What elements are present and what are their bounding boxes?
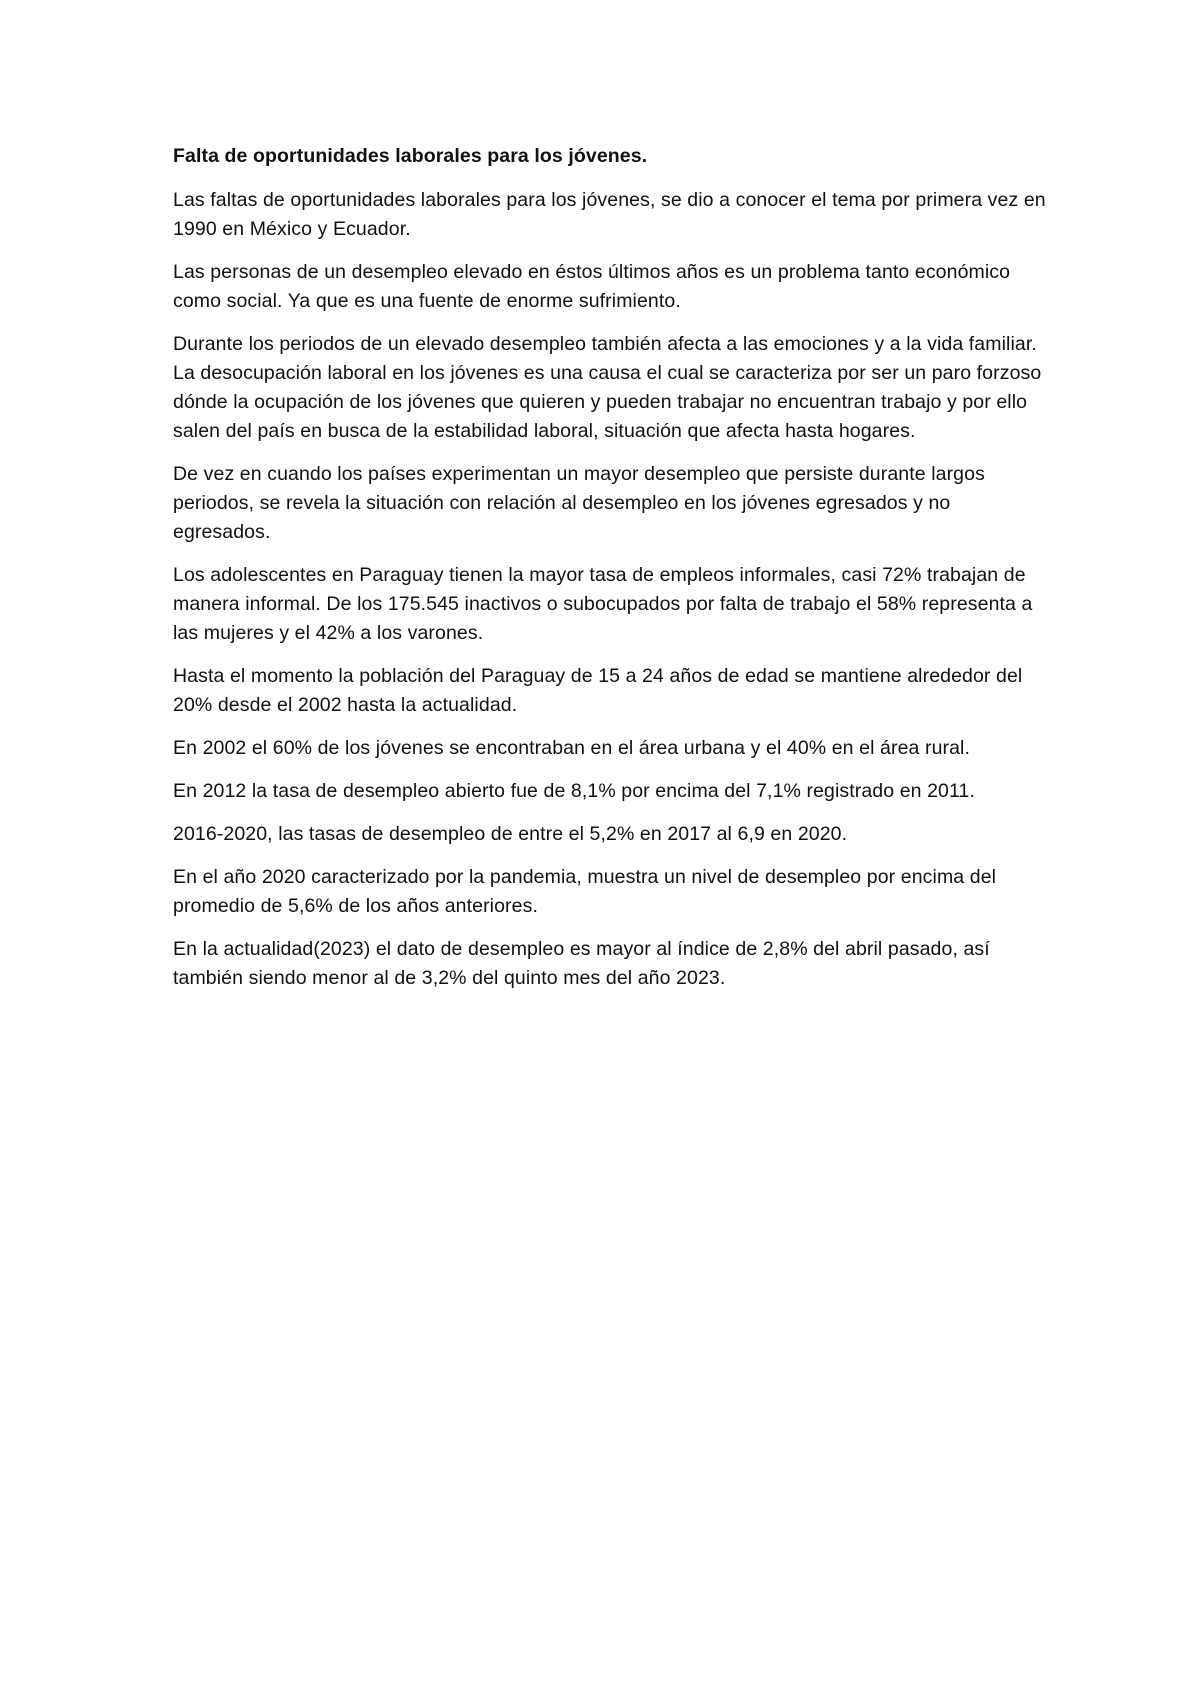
paragraph: Los adolescentes en Paraguay tienen la mayor tasa de empleos informales, casi 72% trabajan de manera informal. De los 175.545 inactivos o subocupados por falta de trabajo el 58% representa a las mujeres y el 42% a los varones. <box>173 564 1033 644</box>
paragraph: Las faltas de oportunidades laborales para los jóvenes, se dio a conocer el tema por primera vez en 1990 en México y Ecuador. <box>173 189 1046 240</box>
paragraph: Las personas de un desempleo elevado en éstos últimos años es un problema tanto económico como social. Ya que es una fuente de enorme sufrimiento. <box>173 261 1011 312</box>
paragraph: De vez en cuando los países experimentan un mayor desempleo que persiste durante largos periodos, se revela la situación con relación al desempleo en los jóvenes egresados y no egresados. <box>173 463 985 543</box>
paragraph: En 2002 el 60% de los jóvenes se encontraban en el área urbana y el 40% en el área rural. <box>173 737 971 759</box>
paragraph: En 2012 la tasa de desempleo abierto fue de 8,1% por encima del 7,1% registrado en 2011. <box>173 780 975 802</box>
paragraph: En la actualidad(2023) el dato de desempleo es mayor al índice de 2,8% del abril pasado, así también siendo menor al de 3,2% del quinto mes del año 2023. <box>173 938 990 989</box>
paragraph: 2016-2020, las tasas de desempleo de entre el 5,2% en 2017 al 6,9 en 2020. <box>173 823 848 845</box>
document-title: Falta de oportunidades laborales para los jóvenes. <box>173 145 648 167</box>
document-body <box>173 142 1053 1007</box>
paragraph: Hasta el momento la población del Paraguay de 15 a 24 años de edad se mantiene alrededor del 20% desde el 2002 hasta la actualidad. <box>173 665 1023 716</box>
paragraph: Durante los periodos de un elevado desempleo también afecta a las emociones y a la vida familiar. La desocupación laboral en los jóvenes es una causa el cual se caracteriza por ser un paro forzoso dónde la ocupación de los jóvenes que quieren y pueden trabajar no encuentran trabajo y por ello salen del país en busca de la estabilidad laboral, situación que afecta hasta hogares. <box>173 333 1042 442</box>
paragraph: En el año 2020 caracterizado por la pandemia, muestra un nivel de desempleo por encima del promedio de 5,6% de los años anteriores. <box>173 866 997 917</box>
